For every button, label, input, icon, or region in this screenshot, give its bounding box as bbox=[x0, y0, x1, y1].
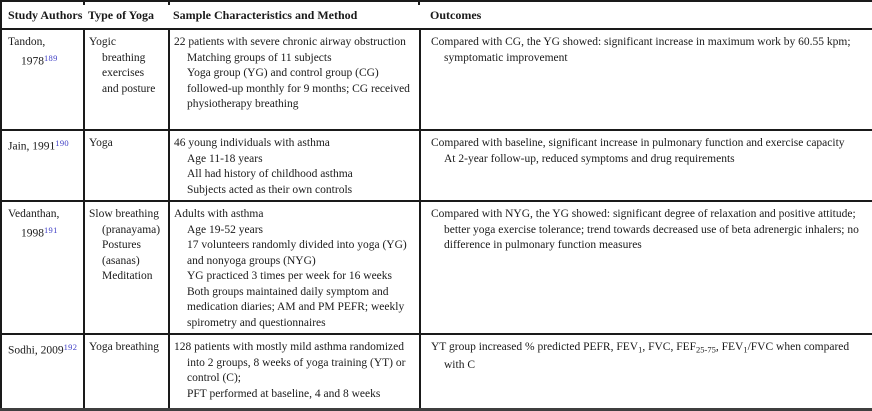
text-segment: YT group increased % predicted PEFR, FEV bbox=[431, 341, 639, 353]
table-row bbox=[1, 334, 872, 409]
cell-authors bbox=[1, 334, 84, 409]
cell-line bbox=[431, 35, 864, 66]
text-segment: , FEV bbox=[715, 341, 744, 353]
text-segment: Yoga breathing bbox=[89, 341, 160, 353]
cell-line bbox=[174, 66, 416, 113]
cell-line bbox=[174, 51, 416, 67]
text-segment: Tandon, bbox=[8, 36, 46, 48]
cell-authors bbox=[1, 130, 84, 201]
cell-yoga bbox=[84, 201, 169, 334]
cell-line bbox=[8, 136, 80, 155]
cell-line bbox=[174, 223, 416, 239]
text-segment: Vedanthan, bbox=[8, 208, 60, 220]
text-segment: Both groups maintained daily symptom and medication diaries; AM and PM PEFR; weekly spirometry and questionnaires bbox=[187, 285, 405, 329]
cell-authors bbox=[1, 201, 84, 334]
cell-line bbox=[174, 136, 416, 152]
table-row bbox=[1, 201, 872, 334]
column-header-type-of-yoga: Type of Yoga bbox=[84, 1, 169, 29]
text-segment: Subjects acted as their own controls bbox=[187, 183, 353, 196]
column-divider-tick bbox=[168, 0, 170, 5]
text-segment: Age 11-18 years bbox=[187, 152, 263, 165]
text-segment: (asanas) bbox=[102, 254, 140, 267]
cell-line bbox=[89, 223, 165, 239]
reference-link[interactable]: 192 bbox=[63, 342, 78, 352]
cell-outcomes bbox=[420, 130, 872, 201]
cell-line bbox=[89, 82, 165, 98]
cell-line bbox=[89, 207, 165, 223]
cell-line bbox=[89, 238, 165, 254]
text-segment: At 2-year follow-up, reduced symptoms and drug requirements bbox=[444, 152, 735, 165]
reference-link[interactable]: 191 bbox=[44, 224, 58, 235]
cell-sample bbox=[169, 201, 420, 334]
cell-line bbox=[89, 254, 165, 270]
cell-line bbox=[174, 238, 416, 269]
text-segment: 1978 bbox=[21, 55, 44, 67]
text-segment: PFT performed at baseline, 4 and 8 weeks bbox=[187, 387, 381, 400]
text-segment: and posture bbox=[102, 82, 156, 95]
text-segment: , FVC, FEF bbox=[642, 341, 697, 353]
cell-yoga bbox=[84, 130, 169, 201]
reference-link[interactable]: 190 bbox=[55, 138, 69, 148]
table-row bbox=[1, 130, 872, 201]
cell-sample bbox=[169, 29, 420, 130]
cell-line bbox=[431, 340, 864, 374]
cell-line bbox=[8, 35, 80, 51]
subscript-text: 1 bbox=[743, 344, 748, 355]
cell-line bbox=[89, 269, 165, 285]
subscript-text: 25-75 bbox=[696, 344, 716, 355]
cell-line bbox=[174, 269, 416, 285]
cell-yoga bbox=[84, 29, 169, 130]
cell-sample bbox=[169, 130, 420, 201]
text-segment: breathing bbox=[102, 51, 146, 64]
cell-line bbox=[174, 183, 416, 199]
cell-line bbox=[89, 340, 165, 356]
cell-line bbox=[431, 207, 864, 254]
cell-line bbox=[174, 207, 416, 223]
text-segment: Matching groups of 11 subjects bbox=[187, 51, 332, 64]
cell-outcomes bbox=[420, 201, 872, 334]
text-segment: /FVC when compared with C bbox=[444, 341, 850, 371]
cell-outcomes bbox=[420, 29, 872, 130]
text-segment: Jain, 1991 bbox=[8, 140, 56, 153]
text-segment: (pranayama) bbox=[102, 223, 161, 236]
text-segment: Compared with baseline, significant increase in pulmonary function and exercise capacity bbox=[431, 137, 845, 149]
table-row bbox=[1, 29, 872, 130]
text-segment: 22 patients with severe chronic airway obstruction bbox=[174, 36, 406, 48]
column-divider-tick bbox=[418, 0, 420, 5]
text-segment: Compared with NYG, the YG showed: significant degree of relaxation and positive attitude; better yoga exercise tolerance; trend towards decreased use of beta adrenergic inhalers; no difference in pulmonary function measures bbox=[431, 208, 859, 251]
cell-outcomes bbox=[420, 334, 872, 409]
cell-line bbox=[174, 387, 416, 403]
text-segment: Yoga bbox=[89, 137, 113, 149]
cell-line bbox=[174, 340, 416, 387]
cell-line bbox=[174, 167, 416, 183]
text-segment: Postures bbox=[102, 239, 141, 251]
column-header-sample-characteristics: Sample Characteristics and Method bbox=[169, 1, 420, 29]
text-segment: 46 young individuals with asthma bbox=[174, 137, 330, 149]
table-body bbox=[1, 29, 872, 409]
cell-authors bbox=[1, 29, 84, 130]
cell-line bbox=[89, 66, 165, 82]
cell-line bbox=[89, 51, 165, 67]
cell-line bbox=[89, 35, 165, 51]
column-header-study-authors: Study Authors bbox=[1, 1, 84, 29]
cell-line bbox=[8, 207, 80, 223]
text-segment: All had history of childhood asthma bbox=[187, 168, 353, 180]
cell-line bbox=[431, 152, 864, 168]
cell-line bbox=[174, 152, 416, 168]
text-segment: Yoga group (YG) and control group (CG) followed-up monthly for 9 months; CG received physiotherapy breathing bbox=[187, 67, 410, 110]
cell-line bbox=[89, 136, 165, 152]
reference-link[interactable]: 189 bbox=[44, 52, 58, 63]
cell-line bbox=[8, 51, 80, 70]
text-segment: Compared with CG, the YG showed: significant increase in maximum work by 60.55 kpm; symptomatic improvement bbox=[431, 36, 851, 64]
text-segment: YG practiced 3 times per week for 16 weeks bbox=[187, 270, 393, 282]
table-header bbox=[1, 1, 872, 29]
subscript-text: 1 bbox=[638, 344, 643, 355]
header-row bbox=[1, 1, 872, 29]
text-segment: Meditation bbox=[102, 270, 153, 282]
text-segment: Age 19-52 years bbox=[187, 223, 264, 236]
cell-line bbox=[174, 285, 416, 332]
text-segment: 1998 bbox=[21, 227, 44, 239]
column-header-outcomes: Outcomes bbox=[420, 1, 872, 29]
cell-line bbox=[8, 340, 80, 359]
cell-sample bbox=[169, 334, 420, 409]
text-segment: Slow breathing bbox=[89, 208, 159, 220]
text-segment: Sodhi, 2009 bbox=[8, 344, 64, 357]
text-segment: Adults with asthma bbox=[174, 208, 264, 220]
text-segment: Yogic bbox=[89, 36, 116, 48]
text-segment: exercises bbox=[102, 67, 145, 79]
cell-line bbox=[431, 136, 864, 152]
cell-line bbox=[8, 223, 80, 242]
text-segment: 128 patients with mostly mild asthma randomized into 2 groups, 8 weeks of yoga training (YT) or control (C); bbox=[174, 341, 406, 384]
cell-yoga bbox=[84, 334, 169, 409]
cell-line bbox=[174, 35, 416, 51]
column-divider-tick bbox=[83, 0, 85, 5]
text-segment: 17 volunteers randomly divided into yoga (YG) and nonyoga groups (NYG) bbox=[187, 239, 407, 267]
